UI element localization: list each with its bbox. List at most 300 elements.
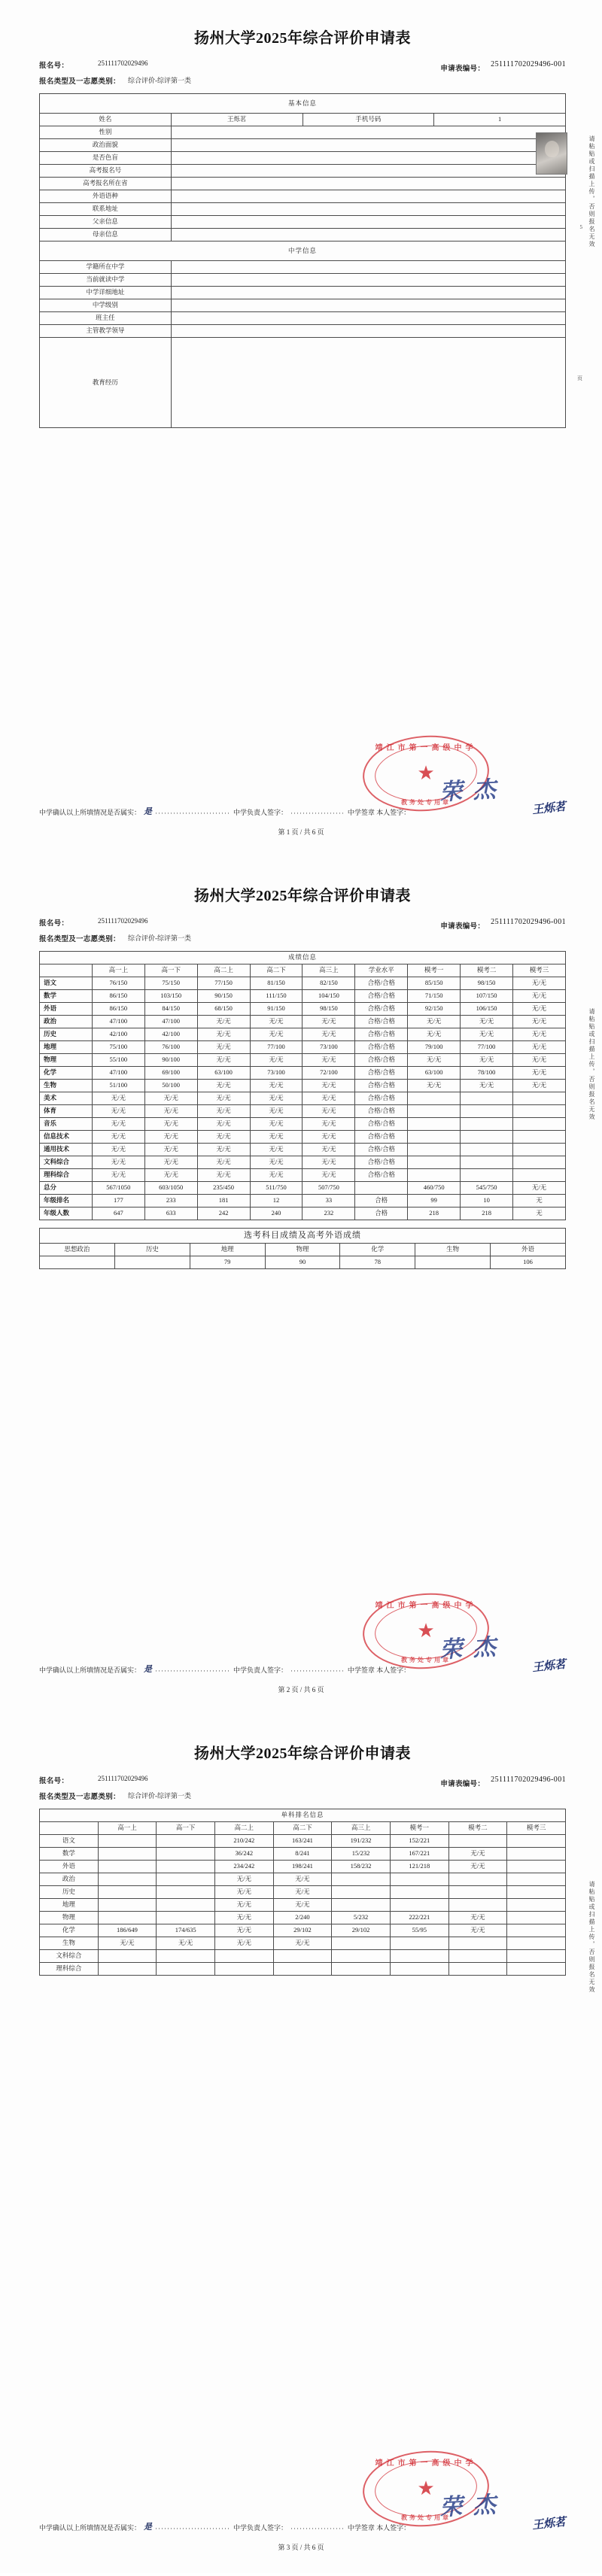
score-cell: 90 [265, 1256, 340, 1269]
score-cell: 218 [461, 1208, 513, 1220]
form-no-label: 申请表编号： [440, 1781, 485, 1788]
score-cell: 218 [408, 1208, 461, 1220]
rank-cell [448, 1835, 507, 1848]
score-cell: 72/100 [303, 1067, 355, 1080]
score-cell: 无/无 [92, 1169, 144, 1182]
corner-cell [40, 964, 93, 977]
rank-cell [507, 1937, 566, 1950]
form-no-label: 申请表编号： [440, 65, 485, 73]
field-value [171, 190, 565, 203]
column-header: 模考一 [390, 1822, 448, 1835]
registration-no-label: 报名号： [39, 62, 69, 70]
score-cell: 无/无 [303, 1118, 355, 1131]
side-mark: 页 [577, 375, 582, 381]
score-cell: 106 [491, 1256, 566, 1269]
rank-cell: 5/232 [332, 1912, 391, 1924]
score-cell: 240 [250, 1208, 303, 1220]
field-label: 是否色盲 [40, 152, 172, 165]
score-cell: 86/150 [92, 1003, 144, 1016]
score-cell: 567/1050 [92, 1182, 144, 1195]
table-row [40, 190, 566, 203]
score-cell: 507/750 [303, 1182, 355, 1195]
table-row [40, 1156, 566, 1169]
rank-cell: 210/242 [214, 1835, 273, 1848]
confirm-value: 是 [144, 1664, 153, 1674]
score-cell: 无/无 [303, 1156, 355, 1169]
table-row [40, 1912, 566, 1924]
rank-cell: 152/221 [390, 1835, 448, 1848]
table-row [40, 274, 566, 287]
rank-cell [507, 1950, 566, 1963]
table-header-row [40, 964, 566, 977]
rank-cell [157, 1848, 215, 1861]
section-title-optional: 选考科目成绩及高考外语成绩 [40, 1229, 566, 1244]
score-cell: 无/无 [197, 1092, 250, 1105]
table-row [40, 139, 566, 152]
rank-cell: 无/无 [214, 1886, 273, 1899]
score-cell: 85/150 [408, 977, 461, 990]
subject-label: 信息技术 [40, 1131, 93, 1144]
page-2 [0, 858, 602, 1715]
optional-subject-table [39, 1228, 566, 1269]
rank-cell: 167/221 [390, 1848, 448, 1861]
rank-cell [448, 1899, 507, 1912]
score-cell [461, 1169, 513, 1182]
score-cell: 511/750 [250, 1182, 303, 1195]
rank-cell [157, 1912, 215, 1924]
dots-2: ·················· [290, 810, 345, 817]
field-value [171, 126, 565, 139]
score-cell: 111/150 [250, 990, 303, 1003]
table-row [40, 261, 566, 274]
subject-label: 总分 [40, 1182, 93, 1195]
table-row [40, 1028, 566, 1041]
field-label: 手机号码 [303, 114, 434, 126]
rank-cell [157, 1873, 215, 1886]
registration-row [39, 59, 566, 73]
table-row [40, 1899, 566, 1912]
score-cell [461, 1105, 513, 1118]
rank-cell: 198/241 [273, 1861, 332, 1873]
leader-signature: 荣 杰 [438, 1634, 498, 1663]
page-title: 扬州大学2025年综合评价申请表 [194, 888, 411, 904]
field-label: 联系地址 [40, 203, 172, 216]
rank-cell [507, 1963, 566, 1976]
score-cell: 无/无 [92, 1156, 144, 1169]
score-cell: 90/150 [197, 990, 250, 1003]
page-1 [0, 0, 602, 858]
score-cell: 106/150 [461, 1003, 513, 1016]
table-row [40, 1861, 566, 1873]
apply-type-value: 综合评价-综评第一类 [128, 77, 191, 84]
column-header: 思想政治 [40, 1244, 115, 1256]
seal-arc-bottom-text: 教务处专用章 [401, 2514, 451, 2521]
dots-2: ·················· [290, 2525, 345, 2532]
score-cell: 无/无 [408, 1054, 461, 1067]
score-cell [355, 1182, 408, 1195]
score-cell: 55/100 [92, 1054, 144, 1067]
rank-cell [448, 1886, 507, 1899]
field-value [171, 178, 565, 190]
column-header: 高一上 [98, 1822, 157, 1835]
score-cell: 无/无 [250, 1016, 303, 1028]
column-header: 高一下 [144, 964, 197, 977]
table-row [40, 1950, 566, 1963]
score-cell: 合格/合格 [355, 990, 408, 1003]
subject-label: 语文 [40, 1835, 99, 1848]
score-cell: 无/无 [197, 1156, 250, 1169]
score-cell [408, 1144, 461, 1156]
subject-label: 体育 [40, 1105, 93, 1118]
rank-cell [332, 1937, 391, 1950]
rank-cell: 无/无 [214, 1924, 273, 1937]
score-cell: 71/150 [408, 990, 461, 1003]
subject-label: 历史 [40, 1028, 93, 1041]
table-row [40, 1256, 566, 1269]
rank-cell [157, 1950, 215, 1963]
dots-1: ························· [155, 2525, 230, 2532]
student-signature: 王烁茗 [531, 2514, 567, 2532]
subject-label: 地理 [40, 1899, 99, 1912]
score-cell: 无/无 [408, 1080, 461, 1092]
field-value [171, 338, 565, 428]
field-value: 1 [434, 114, 566, 126]
seal-arc-top-text: 靖江市第一高级中学 [375, 744, 477, 752]
rank-cell [98, 1899, 157, 1912]
apply-type-row [39, 1791, 566, 1801]
table-row [40, 203, 566, 216]
table-row [40, 178, 566, 190]
table-row [40, 1144, 566, 1156]
rank-cell [390, 1950, 448, 1963]
rank-cell: 无/无 [273, 1886, 332, 1899]
score-cell: 无/无 [408, 1028, 461, 1041]
score-cell: 42/100 [92, 1028, 144, 1041]
score-cell [40, 1256, 115, 1269]
rank-cell [390, 1963, 448, 1976]
score-cell [415, 1256, 491, 1269]
score-cell: 12 [250, 1195, 303, 1208]
column-header: 高一下 [157, 1822, 215, 1835]
rank-cell [332, 1886, 391, 1899]
rank-cell [507, 1873, 566, 1886]
score-cell [461, 1156, 513, 1169]
rank-cell [448, 1937, 507, 1950]
score-cell: 98/150 [303, 1003, 355, 1016]
score-cell: 76/150 [92, 977, 144, 990]
subject-label: 理科综合 [40, 1169, 93, 1182]
rank-cell: 无/无 [448, 1912, 507, 1924]
column-header: 高二下 [273, 1822, 332, 1835]
rank-cell: 29/102 [273, 1924, 332, 1937]
subject-label: 化学 [40, 1067, 93, 1080]
score-cell: 75/150 [144, 977, 197, 990]
score-cell [513, 1144, 566, 1156]
section-title-basic: 基本信息 [40, 94, 566, 114]
table-row [40, 216, 566, 229]
score-cell: 77/150 [197, 977, 250, 990]
score-cell: 无/无 [303, 1080, 355, 1092]
score-cell: 无/无 [197, 1054, 250, 1067]
score-cell: 76/100 [144, 1041, 197, 1054]
score-cell: 无/无 [250, 1156, 303, 1169]
subject-label: 历史 [40, 1886, 99, 1899]
subject-label: 音乐 [40, 1118, 93, 1131]
score-cell: 无/无 [408, 1016, 461, 1028]
score-cell: 84/150 [144, 1003, 197, 1016]
field-value [171, 229, 565, 242]
score-cell: 86/150 [92, 990, 144, 1003]
confirm-footer [39, 2520, 566, 2532]
rank-cell: 163/241 [273, 1835, 332, 1848]
confirm-value: 是 [144, 2522, 153, 2532]
school-seal-stamp [363, 736, 489, 811]
score-cell: 235/450 [197, 1182, 250, 1195]
registration-no-value: 251111702029496 [98, 59, 148, 67]
rank-cell [507, 1912, 566, 1924]
score-cell: 无/无 [303, 1054, 355, 1067]
apply-type-label: 报名类型及一志愿类别： [39, 78, 120, 86]
rank-cell [507, 1924, 566, 1937]
score-cell: 232 [303, 1208, 355, 1220]
score-cell: 82/150 [303, 977, 355, 990]
registration-no-value: 251111702029496 [98, 1775, 148, 1782]
field-value [171, 139, 565, 152]
score-cell: 50/100 [144, 1080, 197, 1092]
column-header: 高二上 [197, 964, 250, 977]
score-cell: 68/150 [197, 1003, 250, 1016]
field-label: 外语语种 [40, 190, 172, 203]
rank-cell [214, 1963, 273, 1976]
field-label: 母亲信息 [40, 229, 172, 242]
score-cell: 73/100 [250, 1067, 303, 1080]
field-label: 主管教学领导 [40, 325, 172, 338]
table-row [40, 1195, 566, 1208]
rank-cell [98, 1912, 157, 1924]
table-row [40, 338, 566, 428]
column-header: 化学 [340, 1244, 415, 1256]
score-cell [408, 1131, 461, 1144]
registration-no-value: 251111702029496 [98, 917, 148, 925]
subject-label: 数学 [40, 990, 93, 1003]
rank-cell [214, 1950, 273, 1963]
apply-type-row [39, 933, 566, 943]
score-cell: 181 [197, 1195, 250, 1208]
table-row [40, 165, 566, 178]
column-header: 模考一 [408, 964, 461, 977]
registration-row [39, 1775, 566, 1788]
table-row [40, 1835, 566, 1848]
field-value [171, 325, 565, 338]
apply-type-label: 报名类型及一志愿类别： [39, 936, 120, 943]
table-row [40, 1924, 566, 1937]
rank-cell [507, 1848, 566, 1861]
score-cell: 460/750 [408, 1182, 461, 1195]
score-cell [408, 1156, 461, 1169]
table-row [40, 977, 566, 990]
rank-cell [98, 1963, 157, 1976]
confirm-prefix: 中学确认以上所填情况是否属实： [39, 1666, 141, 1674]
score-cell: 合格/合格 [355, 1092, 408, 1105]
rank-cell: 191/232 [332, 1835, 391, 1848]
field-value [171, 299, 565, 312]
seal-arc-top-text: 靖江市第一高级中学 [375, 2459, 477, 2468]
side-mark: 5 [579, 224, 582, 230]
subject-label: 生物 [40, 1937, 99, 1950]
rank-cell: 无/无 [214, 1873, 273, 1886]
score-cell: 107/150 [461, 990, 513, 1003]
table-row [40, 1886, 566, 1899]
field-value [171, 165, 565, 178]
rank-cell: 55/95 [390, 1924, 448, 1937]
rank-cell: 无/无 [98, 1937, 157, 1950]
rank-cell: 无/无 [157, 1937, 215, 1950]
rank-cell [98, 1873, 157, 1886]
field-label: 班主任 [40, 312, 172, 325]
confirm-footer [39, 1663, 566, 1675]
score-cell: 无/无 [197, 1169, 250, 1182]
score-cell: 无/无 [144, 1131, 197, 1144]
student-signature: 王烁茗 [531, 1657, 567, 1675]
page-number: 第 2 页 / 共 6 页 [278, 1686, 324, 1694]
seal-arc-top-text: 靖江市第一高级中学 [375, 1602, 477, 1610]
score-cell [461, 1092, 513, 1105]
score-cell: 69/100 [144, 1067, 197, 1080]
score-cell: 42/100 [144, 1028, 197, 1041]
rank-cell: 234/242 [214, 1861, 273, 1873]
rank-cell: 无/无 [214, 1937, 273, 1950]
seal-star-icon: ★ [417, 2477, 435, 2499]
single-subject-rank-table [39, 1809, 566, 1976]
score-cell: 无/无 [303, 1131, 355, 1144]
rank-cell [98, 1861, 157, 1873]
subject-label: 语文 [40, 977, 93, 990]
barcode-number: 251111702029496-001 [491, 1776, 566, 1784]
table-row [40, 1041, 566, 1054]
rank-cell: 无/无 [273, 1937, 332, 1950]
column-header: 物理 [265, 1244, 340, 1256]
score-cell: 92/150 [408, 1003, 461, 1016]
score-cell: 无/无 [513, 1067, 566, 1080]
score-cell: 无/无 [250, 1169, 303, 1182]
rank-cell: 无/无 [273, 1873, 332, 1886]
rank-cell [157, 1861, 215, 1873]
rank-cell [98, 1950, 157, 1963]
form-no-label: 申请表编号： [440, 923, 485, 931]
rank-cell: 无/无 [448, 1848, 507, 1861]
score-cell: 无/无 [513, 1016, 566, 1028]
score-cell: 603/1050 [144, 1182, 197, 1195]
column-header: 模考三 [507, 1822, 566, 1835]
score-cell: 合格 [355, 1195, 408, 1208]
score-cell: 81/150 [250, 977, 303, 990]
rank-cell [390, 1937, 448, 1950]
column-header: 模考三 [513, 964, 566, 977]
rank-cell [332, 1899, 391, 1912]
score-cell: 无/无 [197, 1028, 250, 1041]
column-header: 外语 [491, 1244, 566, 1256]
applicant-photo [536, 132, 567, 175]
score-cell: 无/无 [513, 1041, 566, 1054]
score-cell: 无/无 [144, 1169, 197, 1182]
score-cell: 无/无 [513, 1003, 566, 1016]
field-label: 政治面貌 [40, 139, 172, 152]
registration-row [39, 917, 566, 931]
table-row [40, 1169, 566, 1182]
rank-cell [448, 1873, 507, 1886]
side-note-paste-photo: 请粘贴或扫描上传，否则报名无效 [588, 1881, 595, 1994]
score-cell: 合格/合格 [355, 1156, 408, 1169]
section-title-school: 中学信息 [40, 242, 566, 261]
table-row [40, 1182, 566, 1195]
seal-star-icon: ★ [417, 762, 435, 784]
rank-cell [273, 1963, 332, 1976]
field-value [171, 274, 565, 287]
column-header: 模考二 [461, 964, 513, 977]
table-row [40, 1118, 566, 1131]
dots-1: ························· [155, 810, 230, 817]
score-cell: 无 [513, 1208, 566, 1220]
field-label: 中学详细地址 [40, 287, 172, 299]
score-cell: 合格/合格 [355, 1105, 408, 1118]
score-cell: 无/无 [513, 990, 566, 1003]
rank-cell: 29/102 [332, 1924, 391, 1937]
table-row [40, 1092, 566, 1105]
score-cell: 无/无 [197, 1131, 250, 1144]
score-cell: 无/无 [461, 1028, 513, 1041]
table-row [40, 299, 566, 312]
column-header: 地理 [190, 1244, 265, 1256]
section-title-rank: 单科排名信息 [40, 1809, 566, 1822]
rank-cell: 无/无 [273, 1899, 332, 1912]
field-label: 学籍所在中学 [40, 261, 172, 274]
score-cell: 合格 [355, 1208, 408, 1220]
score-cell: 无/无 [250, 1028, 303, 1041]
subject-label: 外语 [40, 1861, 99, 1873]
score-cell: 无/无 [92, 1118, 144, 1131]
table-row [40, 1937, 566, 1950]
score-cell: 合格/合格 [355, 1131, 408, 1144]
score-cell: 177 [92, 1195, 144, 1208]
score-cell: 无/无 [250, 1105, 303, 1118]
apply-type-label: 报名类型及一志愿类别： [39, 1794, 120, 1801]
score-cell: 合格/合格 [355, 1144, 408, 1156]
table-row [40, 1963, 566, 1976]
table-header-row [40, 1244, 566, 1256]
apply-type-value: 综合评价-综评第一类 [128, 1792, 191, 1800]
field-label: 姓名 [40, 114, 172, 126]
student-sign-label: 中学签章 本人签字： [347, 1666, 411, 1674]
rank-cell [390, 1886, 448, 1899]
subject-label: 年级人数 [40, 1208, 93, 1220]
score-cell: 无/无 [250, 1080, 303, 1092]
score-cell [114, 1256, 190, 1269]
score-cell: 无/无 [461, 1054, 513, 1067]
leader-sign-label: 中学负责人签字： [233, 1666, 287, 1674]
score-cell: 无/无 [197, 1016, 250, 1028]
score-cell: 无/无 [197, 1144, 250, 1156]
table-row [40, 1208, 566, 1220]
score-cell: 无/无 [144, 1105, 197, 1118]
field-label: 性别 [40, 126, 172, 139]
subject-label: 外语 [40, 1003, 93, 1016]
score-cell: 无/无 [303, 1016, 355, 1028]
page-title: 扬州大学2025年综合评价申请表 [194, 30, 411, 47]
rank-cell [98, 1886, 157, 1899]
score-cell: 无/无 [303, 1144, 355, 1156]
barcode-number: 251111702029496-001 [491, 918, 566, 926]
score-cell: 合格/合格 [355, 1041, 408, 1054]
